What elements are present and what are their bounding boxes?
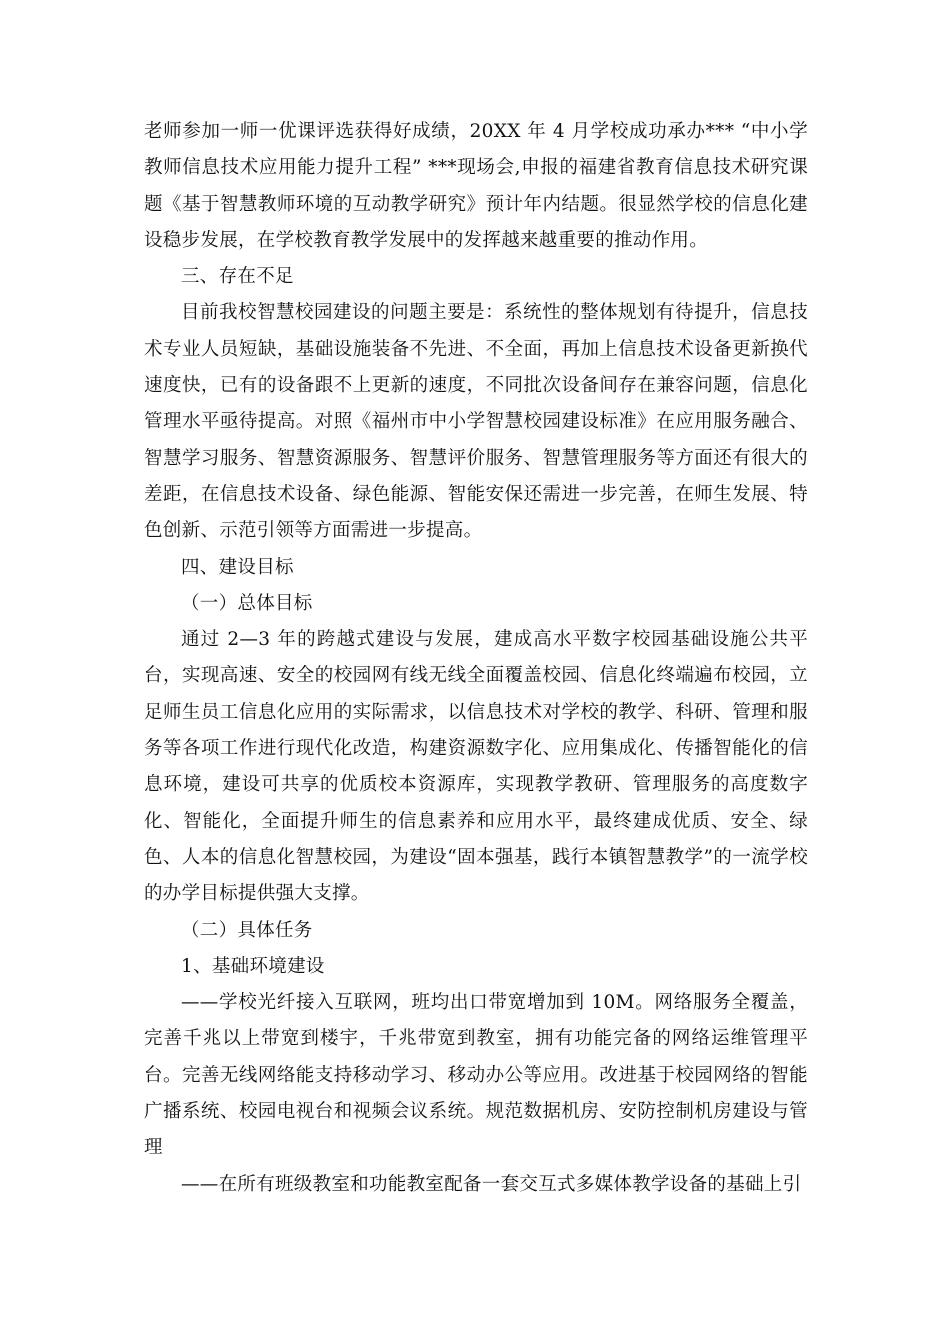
- paragraph-shortcomings: 目前我校智慧校园建设的问题主要是：系统性的整体规划有待提升，信息技术专业人员短缺，基础设施装备不先进、不全面，再加上信息技术设备更新换代速度快，已有的设备跟不上更新的速度，不同批次设备间存在兼容问题，信息化管理水平亟待提高。对照《福州市中小学智慧校园建设标准》在应用服务融合、智慧学习服务、智慧资源服务、智慧评价服务、智慧管理服务等方面还有很大的差距，在信息技术设备、绿色能源、智能安保还需进一步完善，在师生发展、特色创新、示范引领等方面需进一步提高。: [144, 302, 808, 542]
- subsection-heading-specific-tasks: （二）具体任务: [181, 919, 313, 941]
- paragraph-school-achievements: 老师参加一师一优课评选获得好成绩，20XX 年 4 月学校成功承办*** “中小学教师信息技术应用能力提升工程” ***现场会,申报的福建省教育信息技术研究课题《基于智慧教师环境的互动教学研究》预计年内结题。很显然学校的信息化建设稳步发展，在学校教育教学发展中的发挥越来越重要的推动作用。: [144, 121, 808, 251]
- item-heading-infrastructure: 1、基础环境建设: [181, 955, 325, 977]
- document-body: [144, 114, 808, 1203]
- paragraph-classroom-equipment: ——在所有班级教室和功能教室配备一套交互式多媒体教学设备的基础上引: [181, 1173, 802, 1195]
- paragraph-overall-goal: 通过 2—3 年的跨越式建设与发展，建成高水平数字校园基础设施公共平台，实现高速、安全的校园网有线无线全面覆盖校园、信息化终端遍布校园，立足师生员工信息化应用的实际需求，以信息技术对学校的教学、科研、管理和服务等各项工作进行现代化改造，构建资源数字化、应用集成化、传播智能化的信息环境，建设可共享的优质校本资源库，实现教学教研、管理服务的高度数字化、智能化，全面提升师生的信息素养和应用水平，最终建成优质、安全、绿色、人本的信息化智慧校园，为建设“固本强基，践行本镇智慧教学”的一流学校的办学目标提供强大支撑。: [144, 629, 808, 905]
- section-heading-shortcomings: 三、存在不足: [181, 266, 294, 288]
- subsection-heading-overall-goal: （一）总体目标: [181, 592, 313, 614]
- paragraph-network-infrastructure: ——学校光纤接入互联网，班均出口带宽增加到 10M。网络服务全覆盖，完善千兆以上带宽到楼宇，千兆带宽到教室，拥有功能完备的网络运维管理平台。完善无线网络能支持移动学习、移动办公等应用。改进基于校园网络的智能广播系统、校园电视台和视频会议系统。规范数据机房、安防控制机房建设与管理: [144, 992, 808, 1159]
- section-heading-goals: 四、建设目标: [181, 556, 294, 578]
